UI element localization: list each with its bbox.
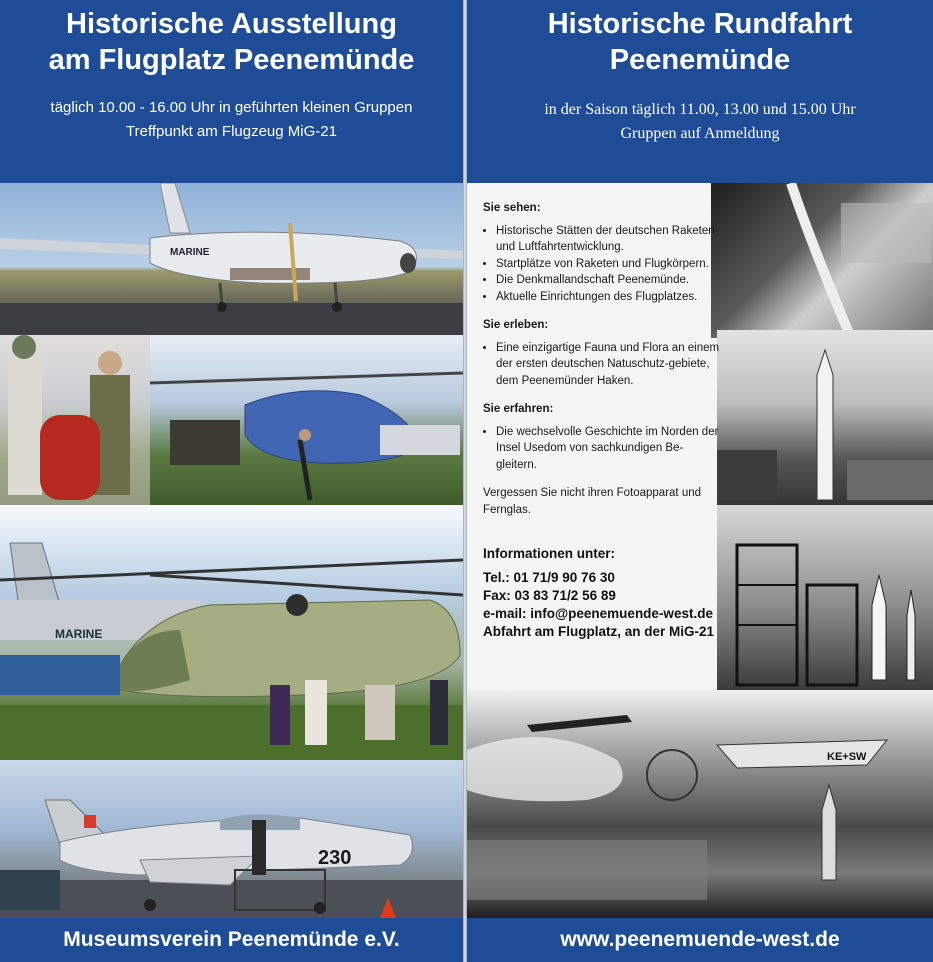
email-line: e-mail: info@peenemuende-west.de	[483, 606, 713, 621]
photo-marking-text: KE+SW	[827, 751, 867, 763]
section-list	[483, 340, 723, 390]
photo-blue-helicopter	[0, 335, 463, 505]
right-footer-url: www.peenemuende-west.de	[560, 928, 840, 951]
left-panel	[0, 0, 463, 962]
helicopter-illustration	[0, 335, 463, 505]
section-list	[483, 223, 723, 306]
photo-flying-bombs	[467, 690, 933, 918]
list-item: • Startplätze von Raketen und Flugkörpern.	[496, 256, 723, 273]
list-item: • Aktuelle Einrichtungen des Flugplatzes.	[496, 289, 723, 306]
fax-line: Fax: 03 83 71/2 56 89	[483, 588, 616, 603]
left-footer-text: Museumsverein Peenemünde e.V.	[63, 928, 400, 951]
section-list	[483, 424, 723, 474]
list-item: • Historische Stätten der deutschen Raketen- und Luftfahrtentwicklung.	[496, 223, 723, 256]
contact-heading: Informationen unter:	[483, 546, 615, 561]
section-heading: Sie erleben:	[483, 319, 549, 331]
right-title	[467, 0, 933, 78]
right-header-band	[467, 0, 933, 183]
mig-number-text: 230	[318, 847, 352, 869]
left-footer-band	[0, 918, 463, 962]
left-title-line1: Historische Ausstellung	[66, 8, 397, 40]
list-item: • Die wechselvolle Geschichte im Norden der Insel Usedom von sachkundigen Be-gleitern.	[496, 424, 723, 474]
mig21-illustration	[0, 760, 463, 918]
photo-aerial-view	[711, 183, 933, 338]
list-item: • Eine einzigartige Fauna und Flora an einem der ersten deutschen Natuschutz-gebiete, dem Peenemünder Haken.	[496, 340, 723, 390]
left-subtitle-line1: täglich 10.00 - 16.00 Uhr in geführten kleinen Gruppen	[50, 99, 413, 116]
reminder-text: Vergessen Sie nicht ihren Fotoapparat und Fernglas.	[483, 487, 702, 516]
section-learn	[483, 401, 723, 473]
right-title-line1: Historische Rundfahrt	[547, 8, 853, 40]
tel-line: Tel.: 01 71/9 90 76 30	[483, 570, 615, 585]
photo-green-helicopter	[0, 505, 463, 760]
aircraft-marking-text: MARINE	[170, 247, 210, 258]
right-subtitle-line1: in der Saison täglich 11.00, 13.00 und 15.00 Uhr	[544, 101, 856, 118]
right-footer-band	[467, 918, 933, 962]
helicopter-marking-text: MARINE	[55, 627, 103, 641]
contact-block	[483, 545, 763, 641]
left-title-line2: am Flugplatz Peenemünde	[48, 44, 415, 76]
section-heading: Sie erfahren:	[483, 403, 554, 415]
left-subtitle-line2: Treffpunkt am Flugzeug MiG-21	[126, 123, 337, 140]
section-see	[483, 200, 723, 305]
section-heading: Sie sehen:	[483, 202, 541, 214]
photo-atlantic-aircraft	[0, 183, 463, 335]
right-title-line2: Peenemünde	[609, 44, 791, 76]
aircraft-illustration	[0, 183, 463, 335]
mil-helicopter-illustration	[0, 505, 463, 760]
right-subtitle-line2: Gruppen auf Anmeldung	[620, 125, 780, 142]
info-text-block	[483, 200, 723, 524]
photo-mig21	[0, 760, 463, 918]
list-item: • Die Denkmallandschaft Peenemünde.	[496, 272, 723, 289]
left-title	[0, 0, 463, 78]
section-experience	[483, 317, 723, 389]
photo-v2-rocket-launch	[717, 330, 933, 515]
departure-line: Abfahrt am Flugplatz, an der MiG-21	[483, 624, 715, 639]
right-panel	[467, 0, 933, 962]
left-header-band	[0, 0, 463, 183]
